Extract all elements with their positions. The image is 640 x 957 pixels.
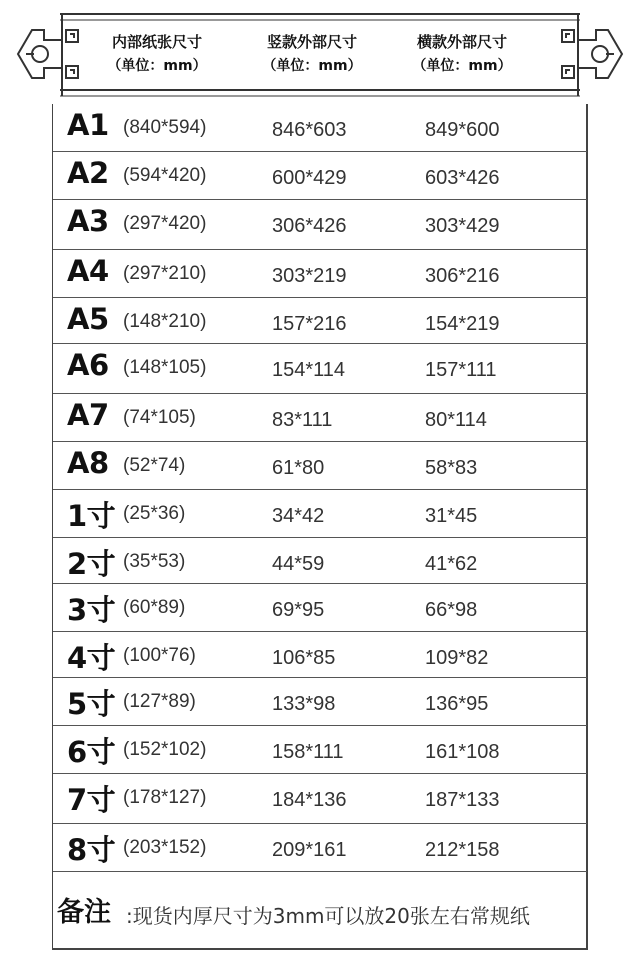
vertical-size: 61*80 xyxy=(272,457,325,479)
size-name: 5寸 xyxy=(67,687,116,721)
header-title: 横款外部尺寸 xyxy=(416,33,507,51)
inner-size: (152*102) xyxy=(123,739,207,760)
size-name: 7寸 xyxy=(67,783,116,817)
size-name: A8 xyxy=(67,446,109,480)
vertical-size: 34*42 xyxy=(272,505,325,527)
inner-size: (594*420) xyxy=(123,165,207,186)
vertical-size: 303*219 xyxy=(272,265,347,287)
inner-size: (35*53) xyxy=(123,551,186,572)
table-row xyxy=(53,678,587,726)
horizontal-size: 212*158 xyxy=(425,839,500,861)
inner-size: (52*74) xyxy=(123,455,186,476)
horizontal-size: 161*108 xyxy=(425,741,500,763)
vertical-size: 106*85 xyxy=(272,647,336,669)
size-name: 2寸 xyxy=(67,547,116,581)
horizontal-size: 303*429 xyxy=(425,215,500,237)
horizontal-size: 603*426 xyxy=(425,167,500,189)
table-row xyxy=(53,152,587,200)
header-col-inner-size xyxy=(87,30,227,78)
inner-size: (148*210) xyxy=(123,311,207,332)
header-title: 内部纸张尺寸 xyxy=(111,33,202,51)
header-title: 竖款外部尺寸 xyxy=(266,33,357,51)
vertical-size: 154*114 xyxy=(272,359,346,381)
horizontal-size: 154*219 xyxy=(425,313,500,335)
inner-size: (840*594) xyxy=(123,117,207,138)
header-unit: （单位：mm） xyxy=(412,58,512,74)
horizontal-size: 306*216 xyxy=(425,265,500,287)
horizontal-size: 109*82 xyxy=(425,647,489,669)
header-unit: （单位：mm） xyxy=(262,58,362,74)
header-col-vertical-size xyxy=(242,30,382,78)
vertical-size: 133*98 xyxy=(272,693,336,715)
size-name: 1寸 xyxy=(67,499,116,533)
horizontal-size: 136*95 xyxy=(425,693,489,715)
inner-size: (297*210) xyxy=(123,263,207,284)
vertical-size: 184*136 xyxy=(272,789,347,811)
header-col-horizontal-size xyxy=(392,30,532,78)
vertical-size: 600*429 xyxy=(272,167,347,189)
inner-size: (148*105) xyxy=(123,357,207,378)
vertical-size: 69*95 xyxy=(272,599,325,621)
vertical-size: 83*111 xyxy=(272,409,333,431)
inner-size: (25*36) xyxy=(123,503,186,524)
size-name: A3 xyxy=(67,204,109,238)
table-row xyxy=(53,726,587,774)
vertical-size: 157*216 xyxy=(272,313,347,335)
table-row xyxy=(53,824,587,872)
right-ornament-icon xyxy=(562,30,622,78)
horizontal-size: 849*600 xyxy=(425,119,500,141)
table-row xyxy=(53,344,587,394)
table-row xyxy=(53,442,587,490)
header-unit: （单位：mm） xyxy=(107,58,207,74)
header-banner xyxy=(0,0,640,104)
inner-size: (178*127) xyxy=(123,787,207,808)
table-row xyxy=(53,250,587,298)
size-name: A1 xyxy=(67,108,109,142)
inner-size: (203*152) xyxy=(123,837,207,858)
horizontal-size: 157*111 xyxy=(425,359,497,381)
size-name: 6寸 xyxy=(67,735,116,769)
horizontal-size: 80*114 xyxy=(425,409,487,431)
horizontal-size: 41*62 xyxy=(425,553,478,575)
size-name: A5 xyxy=(67,302,109,336)
note-label: 备注 xyxy=(57,897,111,928)
vertical-size: 306*426 xyxy=(272,215,347,237)
table-row xyxy=(53,584,587,632)
inner-size: (100*76) xyxy=(123,645,196,666)
size-name: 8寸 xyxy=(67,833,116,867)
size-name: 4寸 xyxy=(67,641,116,675)
table-row xyxy=(53,104,587,152)
size-name: A7 xyxy=(67,398,109,432)
vertical-size: 44*59 xyxy=(272,553,325,575)
table-row xyxy=(53,200,587,250)
left-ornament-icon xyxy=(18,30,78,78)
vertical-size: 846*603 xyxy=(272,119,347,141)
table-row xyxy=(53,394,587,442)
table-row xyxy=(53,490,587,538)
table-row xyxy=(53,632,587,678)
horizontal-size: 187*133 xyxy=(425,789,500,811)
table-row xyxy=(53,538,587,584)
table-row xyxy=(53,298,587,344)
note-row xyxy=(53,872,587,948)
size-table xyxy=(52,104,588,950)
inner-size: (297*420) xyxy=(123,213,207,234)
table-row xyxy=(53,774,587,824)
inner-size: (60*89) xyxy=(123,597,186,618)
vertical-size: 158*111 xyxy=(272,741,344,763)
note-text: :现货内厚尺寸为3mm可以放20张左右常规纸 xyxy=(126,904,530,928)
horizontal-size: 31*45 xyxy=(425,505,478,527)
size-name: A2 xyxy=(67,156,109,190)
inner-size: (74*105) xyxy=(123,407,196,428)
horizontal-size: 58*83 xyxy=(425,457,478,479)
inner-size: (127*89) xyxy=(123,691,196,712)
size-name: 3寸 xyxy=(67,593,116,627)
vertical-size: 209*161 xyxy=(272,839,347,861)
size-name: A4 xyxy=(67,254,109,288)
size-name: A6 xyxy=(67,348,109,382)
horizontal-size: 66*98 xyxy=(425,599,478,621)
